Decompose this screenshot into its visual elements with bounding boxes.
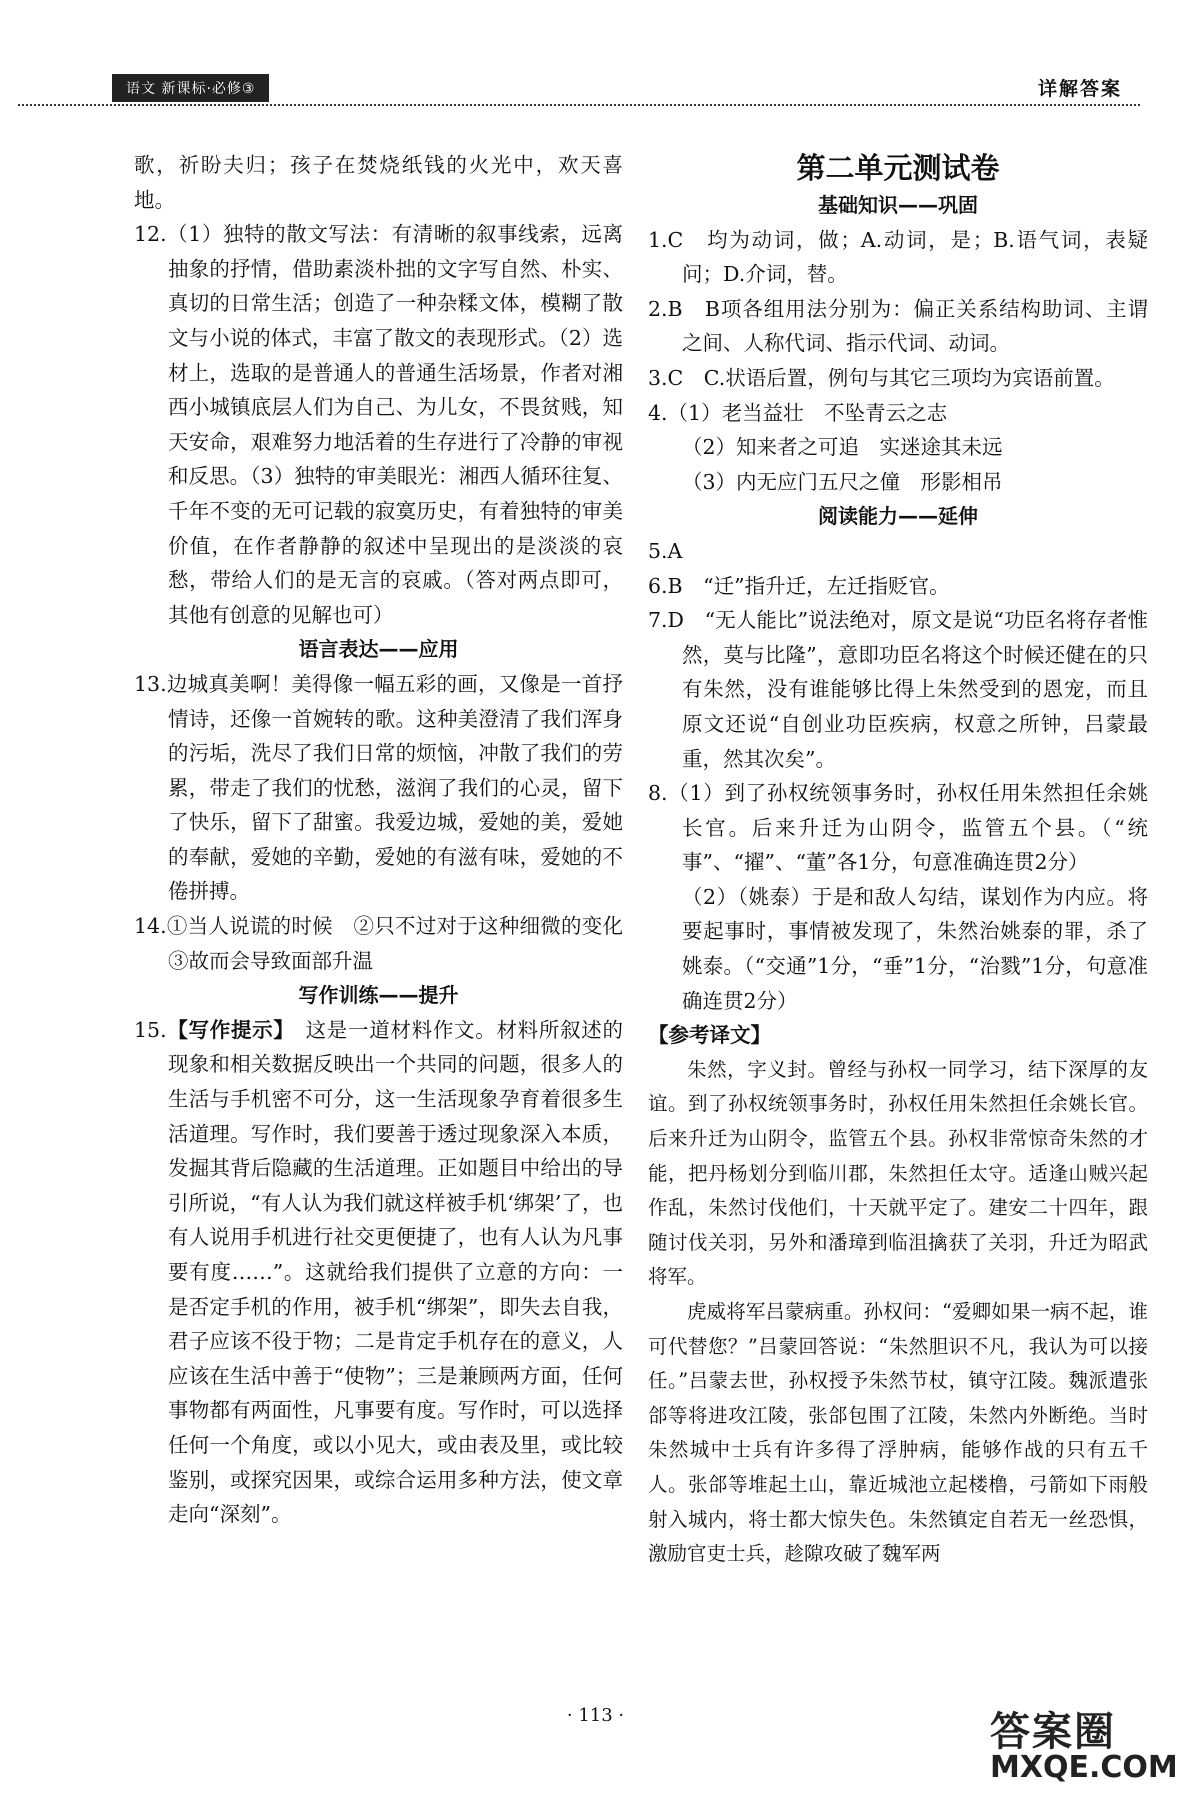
- answer-4-1: 4.（1）老当益壮 不坠青云之志: [648, 400, 948, 425]
- reference-translation-label: 【参考译文】: [648, 1023, 771, 1048]
- watermark-url: MXQE.COM: [990, 1750, 1178, 1785]
- answer-8-1: 8.（1）到了孙权统领事务时，孙权任用朱然担任余姚长官。后来升迁为山阴令，监管五个县。（“统事”、“擢”、“董”各1分，句意准确连贯2分）: [648, 781, 1148, 875]
- translation-paragraph-2: 虎威将军吕蒙病重。孙权问：“爱卿如果一病不起，谁可代替您？”吕蒙回答说：“朱然胆识不凡，我认为可以接任。”吕蒙去世，孙权授予朱然节杖，镇守江陵。魏派遣张郃等将进攻江陵，张郃包围了江陵，朱然内外断绝。当时朱然城中士兵有许多得了浮肿病，能够作战的只有五千人。张郃等堆起土山，靠近城池立起楼橹，弓箭如下雨般射入城内，将士都大惊失色。朱然镇定自若无一丝恐惧，激励官吏士兵，趁隙攻破了魏军两: [648, 1300, 1148, 1566]
- section-heading-writing: 写作训练——提升: [298, 983, 459, 1008]
- page-number: · 113 ·: [566, 1705, 625, 1726]
- answer-15: [134, 1013, 623, 1532]
- watermark-text: 答案圈: [990, 1709, 1116, 1755]
- answer-4-3: （3）内无应门五尺之僮 形影相吊: [682, 469, 1003, 494]
- writing-hint-label: 【写作提示】: [166, 1017, 285, 1042]
- answer-6: 6.B “迁”指升迁，左迁指贬官。: [648, 573, 950, 598]
- header-subject-tab: 语文 新课标·必修③: [112, 74, 269, 102]
- header-title: 详解答案: [1037, 78, 1122, 100]
- answer-3: 3.C C.状语后置，例句与其它三项均为宾语前置。: [648, 365, 1115, 390]
- left-column: [134, 148, 644, 1532]
- answer-1: 1.C 均为动词，做；A.动词，是；B.语气词，表疑问；D.介词，替。: [648, 227, 1148, 287]
- section-heading-reading: 阅读能力——延伸: [818, 504, 978, 529]
- answer-15-number: 15.: [134, 1017, 167, 1042]
- answer-15-text: 这是一道材料作文。材料所叙述的现象和相关数据反映出一个共同的问题，很多人的生活与手机密不可分，这一生活现象孕育着很多生活道理。写作时，我们要善于透过现象深入本质，发掘其背后隐藏的生活道理。正如题目中给出的导引所说，“有人认为我们就这样被手机‘绑架’了，也有人说用手机进行社交更便捷了，也有人认为凡事要有度……”。这就给我们提供了立意的方向：一是否定手机的作用，被手机“绑架”，即失去自我，君子应该不役于物；二是肯定手机存在的意义，人应该在生活中善于“使物”；三是兼顾两方面，任何事物都有两面性，凡事要有度。写作时，可以选择任何一个角度，或以小见大，或由表及里，或比较鉴别，或探究因果，或综合运用多种方法，使文章走向“深刻”。: [168, 1017, 624, 1527]
- answer-2: 2.B B项各组用法分别为：偏正关系结构助词、主谓之间、人称代词、指示代词、动词。: [648, 296, 1148, 356]
- answer-7: 7.D “无人能比”说法绝对，原文是说“功臣名将存者惟然，莫与比隆”，意即功臣名将这个时候还健在的只有朱然，没有谁能够比得上朱然受到的恩宠，而且原文还说“自创业功臣疾病，权意之所钟，吕蒙最重，然其次矣”。: [648, 608, 1148, 771]
- section-heading-language: 语言表达——应用: [298, 637, 459, 662]
- answer-8-2: （2）（姚泰）于是和敌人勾结，谋划作为内应。将要起事时，事情被发现了，朱然治姚泰的罪，杀了姚泰。（“交通”1分，“垂”1分，“治戮”1分，句意准确连贯2分）: [682, 884, 1148, 1013]
- section-heading-basic: 基础知识——巩固: [818, 193, 978, 217]
- page-header: [112, 74, 1122, 104]
- answer-12: 12.（1）独特的散文写法：有清晰的叙事线索，远离抽象的抒情，借助素淡朴拙的文字写自然、朴实、真切的日常生活；创造了一种杂糅文体，模糊了散文与小说的体式，丰富了散文的表现形式。（2）选材上，选取的是普通人的普通生活场景，作者对湘西小城镇底层人们为自己、为儿女，不畏贫贱，知天安命，艰难努力地活着的生存进行了冷静的审视和反思。（3）独特的审美眼光：湘西人循环往复、千年不变的无可记载的寂寞历史，有着独特的审美价值，在作者静静的叙述中呈现出的是淡淡的哀愁，带给人们的是无言的哀戚。（答对两点即可，其他有创意的见解也可）: [134, 222, 623, 627]
- right-column: [648, 148, 1148, 1572]
- translation-paragraph-1: 朱然，字义封。曾经与孙权一同学习，结下深厚的友谊。到了孙权统领事务时，孙权任用朱然担任余姚长官。后来升迁为山阴令，监管五个县。孙权非常惊奇朱然的才能，把丹杨划分到临川郡，朱然担任太守。适逢山贼兴起作乱，朱然讨伐他们，十天就平定了。建安二十四年，跟随讨伐关羽，另外和潘璋到临沮擒获了关羽，升迁为昭武将军。: [648, 1057, 1148, 1289]
- answer-5: 5.A: [648, 538, 683, 563]
- answer-14: 14.①当人说谎的时候 ②只不过对于这种细微的变化 ③故而会导致面部升温: [134, 914, 644, 973]
- header-divider: [18, 104, 1140, 106]
- unit-title: 第二单元测试卷: [796, 151, 1000, 185]
- answer-4-2: （2）知来者之可追 实迷途其未远: [682, 435, 1003, 460]
- answer-13: 13.边城真美啊！美得像一幅五彩的画，又像是一首抒情诗，还像一首婉转的歌。这种美澄清了我们浑身的污垢，洗尽了我们日常的烦恼，冲散了我们的劳累，带走了我们的忧愁，滋润了我们的心灵，留下了快乐，留下了甜蜜。我爱边城，爱她的美，爱她的奉献，爱她的辛勤，爱她的有滋有味，爱她的不倦拼搏。: [134, 671, 623, 904]
- watermark-logo: [990, 1700, 1178, 1788]
- answer-continuation: 歌，祈盼夫归；孩子在焚烧纸钱的火光中，欢天喜地。: [134, 153, 623, 212]
